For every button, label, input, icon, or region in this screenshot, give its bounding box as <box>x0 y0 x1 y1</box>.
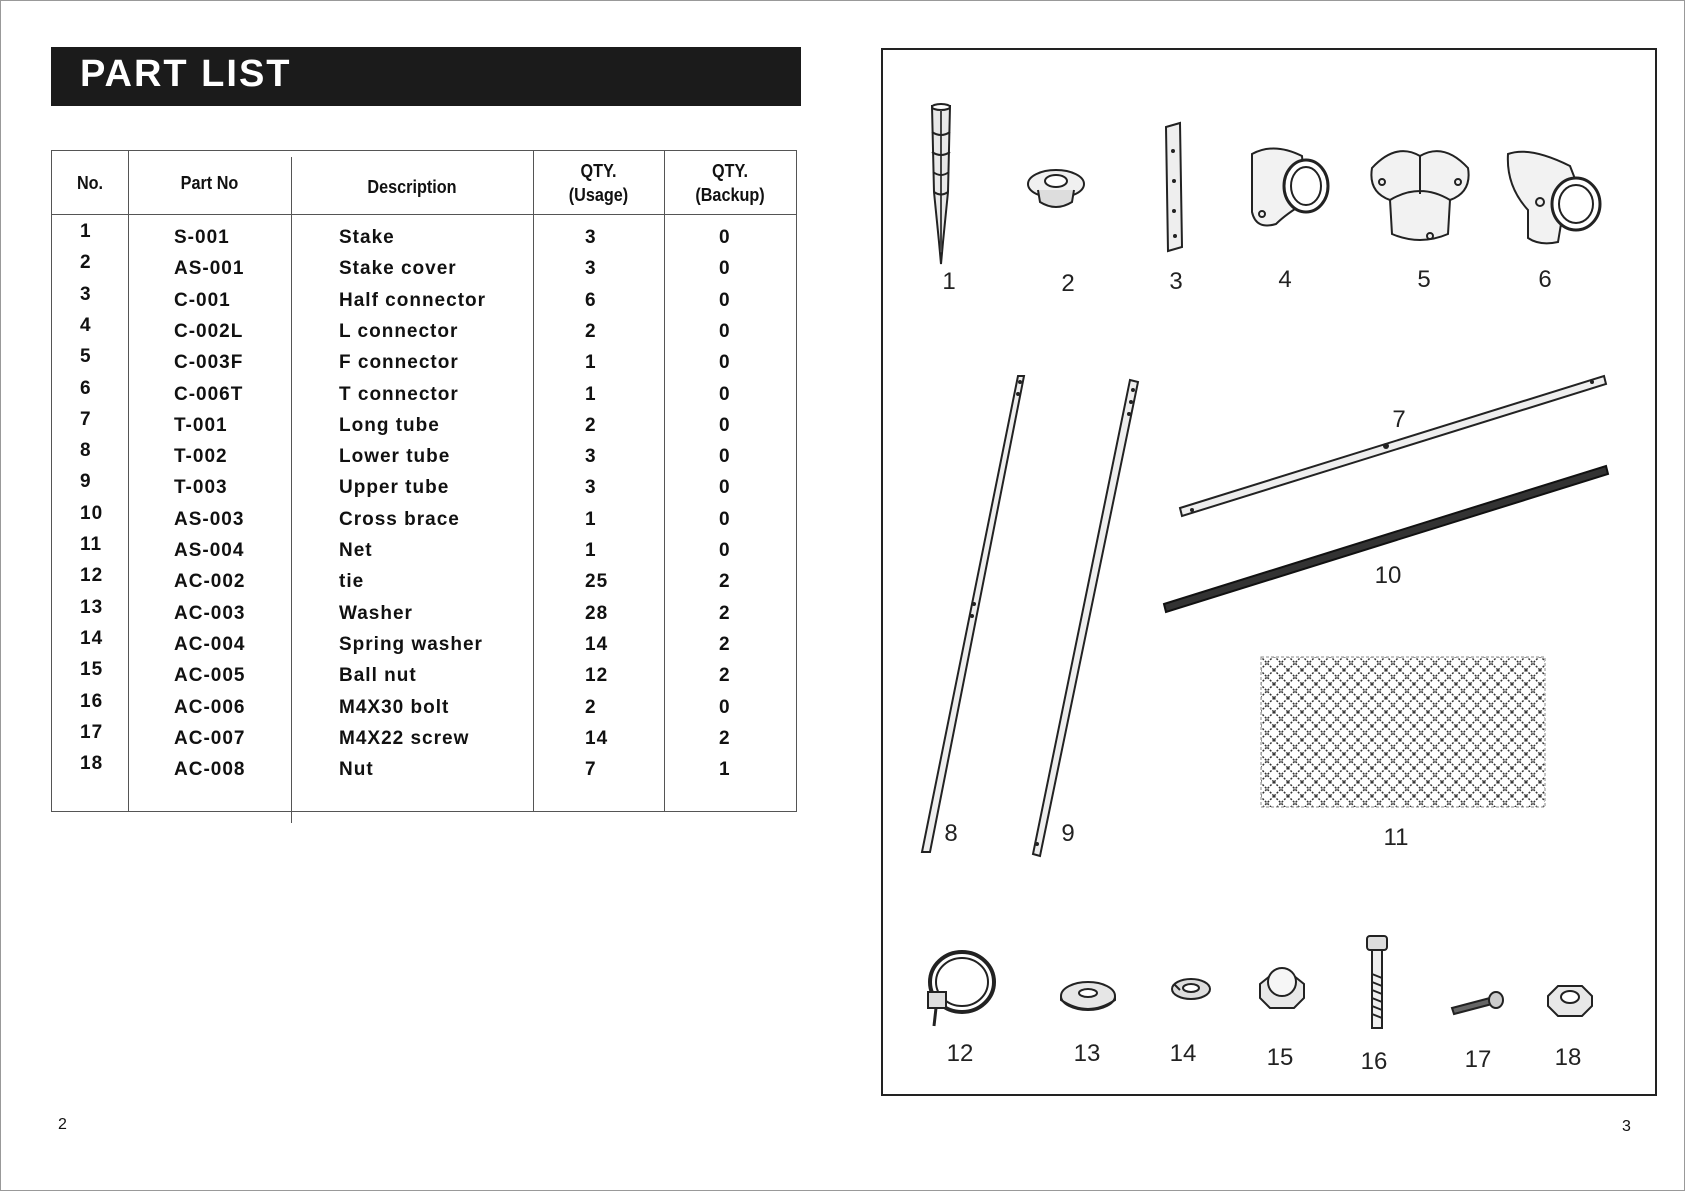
table-cell-usage: 28 <box>585 602 609 624</box>
figure-label: 6 <box>1538 266 1552 293</box>
table-cell-description: Spring washer <box>339 633 483 655</box>
table-cell-part-no: AC-005 <box>174 665 246 687</box>
table-cell-usage: 1 <box>585 352 597 374</box>
parts-table <box>51 150 797 812</box>
table-cell-description: Long tube <box>339 414 440 436</box>
table-cell-description: M4X22 screw <box>339 727 470 749</box>
figure-label: 3 <box>1169 268 1183 295</box>
header-bar <box>51 47 801 106</box>
figure-label: 18 <box>1554 1044 1582 1071</box>
screw-illustration <box>1450 990 1506 1016</box>
spring-washer-illustration <box>1170 976 1212 1004</box>
table-cell-part-no: AS-004 <box>174 540 245 561</box>
cross-brace-illustration <box>1162 464 1610 614</box>
table-cell-backup: 0 <box>719 258 731 280</box>
figure-label: 12 <box>946 1040 974 1067</box>
column-divider <box>533 151 534 811</box>
header-qty-backup: QTY. (Backup) <box>695 160 765 205</box>
table-cell-description: Upper tube <box>339 477 450 499</box>
table-cell-no: 10 <box>80 502 104 524</box>
bolt-illustration <box>1364 934 1390 1030</box>
table-cell-backup: 2 <box>719 571 731 593</box>
table-cell-backup: 2 <box>719 602 731 624</box>
table-cell-usage: 2 <box>585 414 597 436</box>
table-cell-description: Lower tube <box>339 446 451 468</box>
table-cell-part-no: T-001 <box>174 414 228 436</box>
table-cell-no: 4 <box>80 314 92 336</box>
table-cell-usage: 1 <box>585 508 597 530</box>
table-cell-part-no: AC-002 <box>174 571 246 593</box>
stake-illustration <box>926 102 956 266</box>
table-cell-part-no: S-001 <box>174 227 230 248</box>
table-cell-no: 2 <box>80 252 92 274</box>
table-cell-description: Washer <box>339 602 413 624</box>
table-cell-backup: 2 <box>719 633 731 655</box>
table-cell-no: 18 <box>80 753 104 775</box>
table-cell-part-no: AS-001 <box>174 258 245 280</box>
figure-label: 15 <box>1266 1044 1294 1071</box>
table-cell-backup: 0 <box>719 696 731 718</box>
figure-label: 10 <box>1374 562 1402 589</box>
table-cell-usage: 2 <box>585 696 597 718</box>
table-cell-backup: 0 <box>719 414 731 436</box>
figure-label: 5 <box>1417 266 1431 293</box>
table-cell-description: tie <box>339 571 365 593</box>
table-cell-backup: 2 <box>719 727 731 749</box>
net-illustration <box>1260 656 1546 808</box>
table-cell-usage: 25 <box>585 571 609 593</box>
table-cell-no: 8 <box>80 440 92 462</box>
table-cell-description: F connector <box>339 352 459 374</box>
figure-label: 11 <box>1383 824 1409 851</box>
table-cell-backup: 0 <box>719 446 731 468</box>
table-cell-no: 7 <box>80 408 92 430</box>
table-cell-part-no: AC-003 <box>174 602 246 624</box>
table-cell-no: 1 <box>80 221 92 242</box>
stake-cover-illustration <box>1026 164 1086 214</box>
table-cell-backup: 0 <box>719 227 731 248</box>
table-cell-part-no: AC-004 <box>174 633 246 655</box>
page-number-right: 3 <box>1622 1118 1631 1135</box>
table-cell-usage: 1 <box>585 540 597 561</box>
table-cell-backup: 0 <box>719 289 731 311</box>
page-title: PART LIST <box>80 53 292 95</box>
tie-illustration <box>924 948 998 1028</box>
figure-label: 16 <box>1360 1048 1388 1075</box>
table-cell-usage: 3 <box>585 477 597 499</box>
table-cell-backup: 0 <box>719 320 731 342</box>
header-part-no: Part No <box>180 172 239 193</box>
table-cell-backup: 0 <box>719 508 731 530</box>
table-cell-part-no: AS-003 <box>174 508 245 530</box>
table-cell-description: M4X30 bolt <box>339 696 450 718</box>
table-cell-part-no: T-003 <box>174 477 228 499</box>
table-cell-no: 6 <box>80 377 92 399</box>
figure-label: 17 <box>1464 1046 1492 1073</box>
nut-illustration <box>1546 982 1594 1018</box>
table-cell-description: Net <box>339 540 373 561</box>
table-cell-backup: 0 <box>719 383 731 405</box>
table-cell-no: 15 <box>80 659 104 681</box>
table-cell-usage: 3 <box>585 258 597 280</box>
table-cell-no: 17 <box>80 721 104 743</box>
table-cell-no: 5 <box>80 346 92 368</box>
table-cell-part-no: AC-006 <box>174 696 246 718</box>
table-cell-part-no: AC-008 <box>174 759 246 781</box>
table-cell-backup: 0 <box>719 477 731 499</box>
page-number-left: 2 <box>58 1116 67 1133</box>
figure-label: 4 <box>1278 266 1292 293</box>
figure-label: 14 <box>1169 1040 1197 1067</box>
table-cell-usage: 6 <box>585 289 597 311</box>
table-cell-description: Ball nut <box>339 665 417 687</box>
table-cell-part-no: T-002 <box>174 446 228 468</box>
table-cell-part-no: AC-007 <box>174 727 246 749</box>
half-connector-illustration <box>1162 121 1188 253</box>
table-cell-description: T connector <box>339 383 459 405</box>
table-cell-no: 16 <box>80 690 104 712</box>
table-cell-no: 11 <box>80 534 103 555</box>
figure-label: 9 <box>1061 820 1075 847</box>
table-cell-part-no: C-003F <box>174 352 244 374</box>
table-cell-backup: 0 <box>719 540 731 561</box>
table-cell-usage: 12 <box>585 665 609 687</box>
table-cell-no: 12 <box>80 565 104 587</box>
table-cell-description: L connector <box>339 320 459 342</box>
table-cell-backup: 1 <box>719 759 731 781</box>
upper-tube-illustration <box>1030 378 1142 858</box>
table-cell-usage: 3 <box>585 227 597 248</box>
figure-label: 2 <box>1061 270 1075 297</box>
table-cell-usage: 1 <box>585 383 597 405</box>
ball-nut-illustration <box>1258 966 1306 1010</box>
table-cell-description: Stake <box>339 227 395 248</box>
column-divider <box>291 157 292 823</box>
table-cell-usage: 14 <box>585 727 609 749</box>
table-cell-description: Half connector <box>339 289 487 311</box>
table-cell-no: 9 <box>80 471 92 493</box>
l-connector-illustration <box>1246 142 1334 234</box>
header-qty-usage: QTY. (Usage) <box>568 160 629 205</box>
table-cell-usage: 2 <box>585 320 597 342</box>
table-cell-backup: 2 <box>719 665 731 687</box>
column-divider <box>664 151 665 811</box>
header-no: No. <box>76 172 104 193</box>
figure-label: 13 <box>1073 1040 1101 1067</box>
table-cell-usage: 7 <box>585 759 597 781</box>
table-cell-usage: 14 <box>585 633 609 655</box>
table-cell-part-no: C-006T <box>174 383 244 405</box>
figure-label: 8 <box>944 820 958 847</box>
washer-illustration <box>1058 978 1118 1014</box>
table-cell-no: 13 <box>80 596 104 618</box>
t-connector-illustration <box>1500 146 1606 246</box>
table-cell-part-no: C-002L <box>174 320 244 342</box>
figure-label: 1 <box>942 268 956 295</box>
table-cell-backup: 0 <box>719 352 731 374</box>
table-cell-no: 3 <box>80 283 92 305</box>
table-cell-description: Cross brace <box>339 508 460 530</box>
table-cell-usage: 3 <box>585 446 597 468</box>
header-description: Description <box>367 176 457 197</box>
table-cell-description: Stake cover <box>339 258 457 280</box>
table-cell-description: Nut <box>339 759 374 781</box>
table-cell-no: 14 <box>80 627 104 649</box>
column-divider <box>128 151 129 811</box>
figure-label: 7 <box>1392 406 1406 433</box>
table-cell-part-no: C-001 <box>174 289 231 311</box>
lower-tube-illustration <box>918 372 1030 862</box>
f-connector-illustration <box>1366 142 1474 246</box>
